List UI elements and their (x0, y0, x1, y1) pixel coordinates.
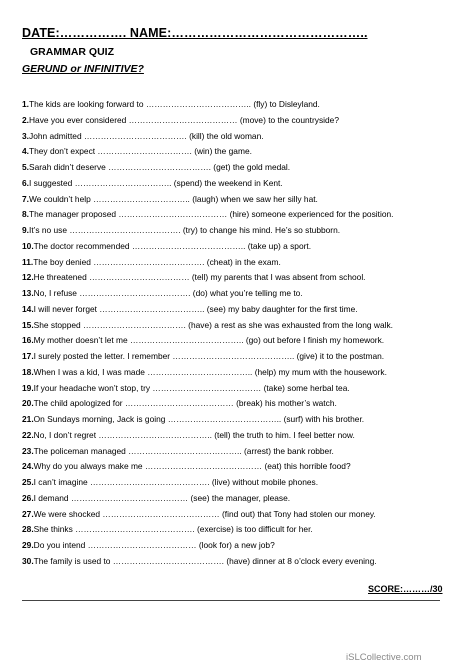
question-number: 7. (22, 193, 29, 204)
question-item (22, 507, 462, 523)
question-number: 27. (22, 508, 34, 519)
question-text: The family is used to …………………………………. (have) dinner at 8 o’clock every evening. (33, 555, 377, 566)
question-item (22, 270, 462, 286)
question-text: It’s no use …………………………………. (try) to change his mind. He’s so stubborn. (29, 225, 341, 235)
question-text: I can’t imagine ……………………………………. (live) without mobile phones. (33, 477, 319, 487)
question-item (22, 444, 462, 460)
question-text: John admitted ………………………………. (kill) the old woman. (29, 130, 264, 141)
question-number: 8. (22, 209, 29, 220)
question-item (22, 129, 462, 145)
question-text: They don’t expect ……………………………. (win) the game. (29, 146, 252, 157)
question-number: 26. (22, 492, 34, 503)
question-text: The policeman managed ………………………………….. (arrest) the bank robber. (33, 445, 334, 456)
question-text: No, I refuse …………………………………. (do) what you’re telling me to. (33, 288, 303, 298)
question-item (22, 491, 462, 507)
question-number: 6. (22, 177, 29, 188)
question-number: 3. (22, 130, 29, 141)
question-number: 10. (22, 240, 34, 251)
question-text: The manager proposed ………………………………… (hire) someone experienced for the position. (29, 209, 394, 220)
question-number: 2. (22, 114, 29, 125)
question-item (22, 223, 462, 239)
question-item (22, 286, 462, 302)
question-number: 15. (22, 319, 34, 330)
question-item (22, 318, 462, 334)
question-number: 16. (22, 335, 34, 346)
question-number: 23. (22, 445, 34, 456)
quiz-subtitle: GERUND or INFINITIVE? (22, 63, 144, 75)
question-item (22, 349, 462, 365)
question-text: Sarah didn’t deserve ………………………………. (get) the gold medal. (29, 162, 291, 172)
question-number: 5. (22, 162, 29, 172)
question-item (22, 144, 462, 160)
question-number: 1. (22, 99, 29, 109)
question-text: On Sundays morning, Jack is going ………………………………….. (surf) with his brother. (33, 414, 365, 424)
question-item (22, 302, 462, 318)
question-number: 18. (22, 366, 34, 377)
question-number: 21. (22, 414, 34, 424)
question-number: 17. (22, 351, 34, 361)
question-item (22, 381, 462, 397)
question-item (22, 113, 462, 129)
question-item (22, 176, 462, 192)
question-text: She thinks ……………………………………. (exercise) is too difficult for her. (33, 524, 313, 535)
question-item (22, 160, 462, 176)
question-item (22, 396, 462, 412)
question-text: I surely posted the letter. I remember …………………………………….. (give) it to the postman. (33, 351, 385, 361)
question-text: I demand …………………………………… (see) the manager, please. (33, 492, 291, 503)
question-text: The doctor recommended ………………………………….. (take up) a sport. (33, 240, 312, 251)
question-number: 9. (22, 225, 29, 235)
question-text: The boy denied …………………………………. (cheat) in the exam. (33, 256, 281, 267)
question-number: 30. (22, 555, 34, 566)
question-number: 24. (22, 461, 34, 472)
question-text: I suggested …………………………….. (spend) the weekend in Kent. (29, 177, 283, 188)
question-number: 25. (22, 477, 34, 487)
question-item (22, 365, 462, 381)
question-item (22, 333, 462, 349)
question-number: 20. (22, 398, 34, 409)
question-text: We couldn’t help …………………………….. (laugh) when we saw her silly hat. (29, 193, 318, 204)
question-item (22, 255, 462, 271)
question-text: My mother doesn’t let me ………………………………….. (go) out before I finish my homework. (33, 335, 385, 346)
question-item (22, 554, 462, 570)
date-name-line: DATE:……………. NAME:……………………………………….. (22, 26, 368, 40)
question-text: When I was a kid, I was made ……………………………….. (help) my mum with the housework. (33, 366, 387, 377)
question-list (22, 97, 462, 570)
site-watermark: iSLCollective.com (346, 652, 422, 663)
question-text: Have you ever considered ………………………………… (move) to the countryside? (29, 114, 339, 125)
question-item (22, 97, 462, 113)
score-field: SCORE:………/30 (368, 584, 443, 594)
question-item (22, 412, 462, 428)
question-item (22, 538, 462, 554)
question-item (22, 459, 462, 475)
question-item (22, 192, 462, 208)
question-number: 4. (22, 146, 29, 157)
question-number: 12. (22, 272, 34, 283)
quiz-title: GRAMMAR QUIZ (30, 46, 114, 58)
question-number: 29. (22, 540, 34, 550)
question-text: She stopped ………………………………. (have) a rest as she was exhausted from the long walk. (33, 319, 393, 330)
question-text: The child apologized for ………………………………… (break) his mother’s watch. (33, 398, 337, 409)
question-text: We were shocked …………………………………… (find out) that Tony had stolen our money. (33, 508, 376, 519)
question-item (22, 428, 462, 444)
question-number: 13. (22, 288, 34, 298)
question-text: If your headache won’t stop, try ………………………………… (take) some herbal tea. (33, 382, 350, 393)
bottom-divider (22, 600, 440, 601)
question-number: 11. (22, 256, 34, 267)
question-text: Why do you always make me …………………………………… (eat) this horrible food? (33, 461, 351, 472)
question-number: 22. (22, 429, 34, 440)
question-text: He threatened ……………………………… (tell) my parents that I was absent from school. (33, 272, 366, 283)
question-item (22, 207, 462, 223)
question-item (22, 239, 462, 255)
question-item (22, 475, 462, 491)
question-text: The kids are looking forward to ……………………………….. (fly) to Disleyland. (29, 99, 320, 109)
question-text: No, I don’t regret ………………………………….. (tell) the truth to him. I feel better now. (33, 429, 355, 440)
question-text: I will never forget ……………………………….. (see) my baby daughter for the first time. (33, 303, 358, 314)
question-number: 14. (22, 303, 34, 314)
question-item (22, 522, 462, 538)
question-number: 28. (22, 524, 34, 535)
question-text: Do you intend ………………………………… (look for) a new job? (33, 540, 275, 550)
question-number: 19. (22, 382, 34, 393)
